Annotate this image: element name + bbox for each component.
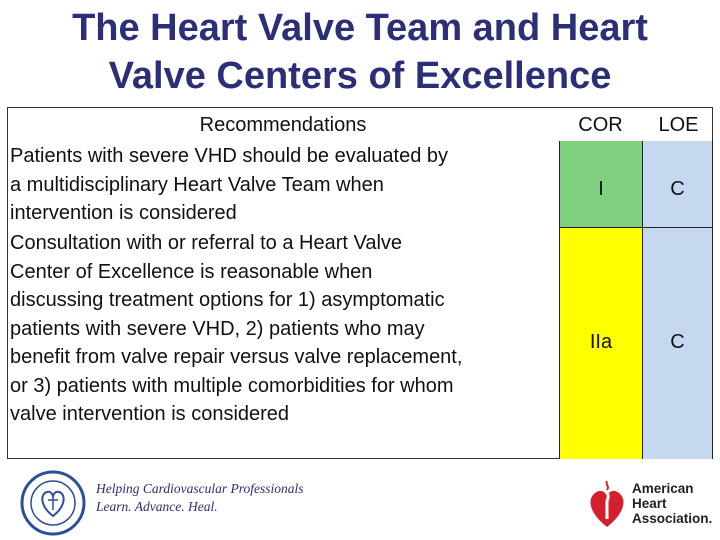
- recommendation-1-line: intervention is considered: [10, 202, 237, 224]
- aha-wordmark-line-3: Association.: [632, 511, 713, 526]
- recommendation-1: [10, 142, 558, 228]
- recommendation-2-line: Center of Excellence is reasonable when: [10, 260, 373, 283]
- recommendation-2-line: benefit from valve repair versus valve replacement,: [10, 346, 463, 368]
- slide-title-line-2: Valve Centers of Excellence: [108, 55, 612, 97]
- loe-value-2: C: [670, 331, 685, 353]
- aha-heart-torch-logo: [585, 479, 629, 531]
- acc-tagline: [96, 480, 304, 516]
- recommendation-2-line: Consultation with or referral to a Heart Valve: [10, 232, 403, 254]
- header-loe: LOE: [658, 114, 699, 136]
- loe-value-1: C: [670, 178, 685, 200]
- cor-value-1: I: [598, 178, 604, 200]
- recommendation-1-line: Patients with severe VHD should be evaluated by: [10, 145, 449, 167]
- recommendations-table: [7, 107, 713, 459]
- acc-seal-logo: [20, 470, 86, 536]
- header-recommendations: Recommendations: [199, 114, 367, 136]
- cor-cell-2: [559, 228, 643, 459]
- recommendation-2-line: or 3) patients with multiple comorbidities for whom: [10, 374, 454, 397]
- slide-title-line-1: The Heart Valve Team and Heart: [72, 7, 648, 49]
- aha-wordmark: [632, 481, 712, 526]
- acc-tagline-line-1: Helping Cardiovascular Professionals: [96, 481, 304, 496]
- cor-cell-1: [559, 141, 643, 228]
- recommendation-2: [10, 229, 558, 429]
- cor-value-2: IIa: [589, 331, 613, 353]
- recommendation-2-line: discussing treatment options for 1) asymptomatic: [10, 289, 445, 311]
- acc-tagline-line-2: Learn. Advance. Heal.: [96, 499, 218, 514]
- slide-title: [0, 4, 720, 100]
- recommendation-2-line: valve intervention is considered: [10, 403, 290, 425]
- aha-wordmark-line-2: Heart: [632, 496, 667, 511]
- header-cor: COR: [578, 114, 623, 136]
- loe-divider: [643, 227, 712, 228]
- recommendation-1-line: a multidisciplinary Heart Valve Team when: [10, 173, 384, 196]
- recommendation-2-line: patients with severe VHD, 2) patients who may: [10, 317, 425, 340]
- loe-column: [642, 141, 713, 459]
- aha-wordmark-line-1: American: [632, 481, 694, 496]
